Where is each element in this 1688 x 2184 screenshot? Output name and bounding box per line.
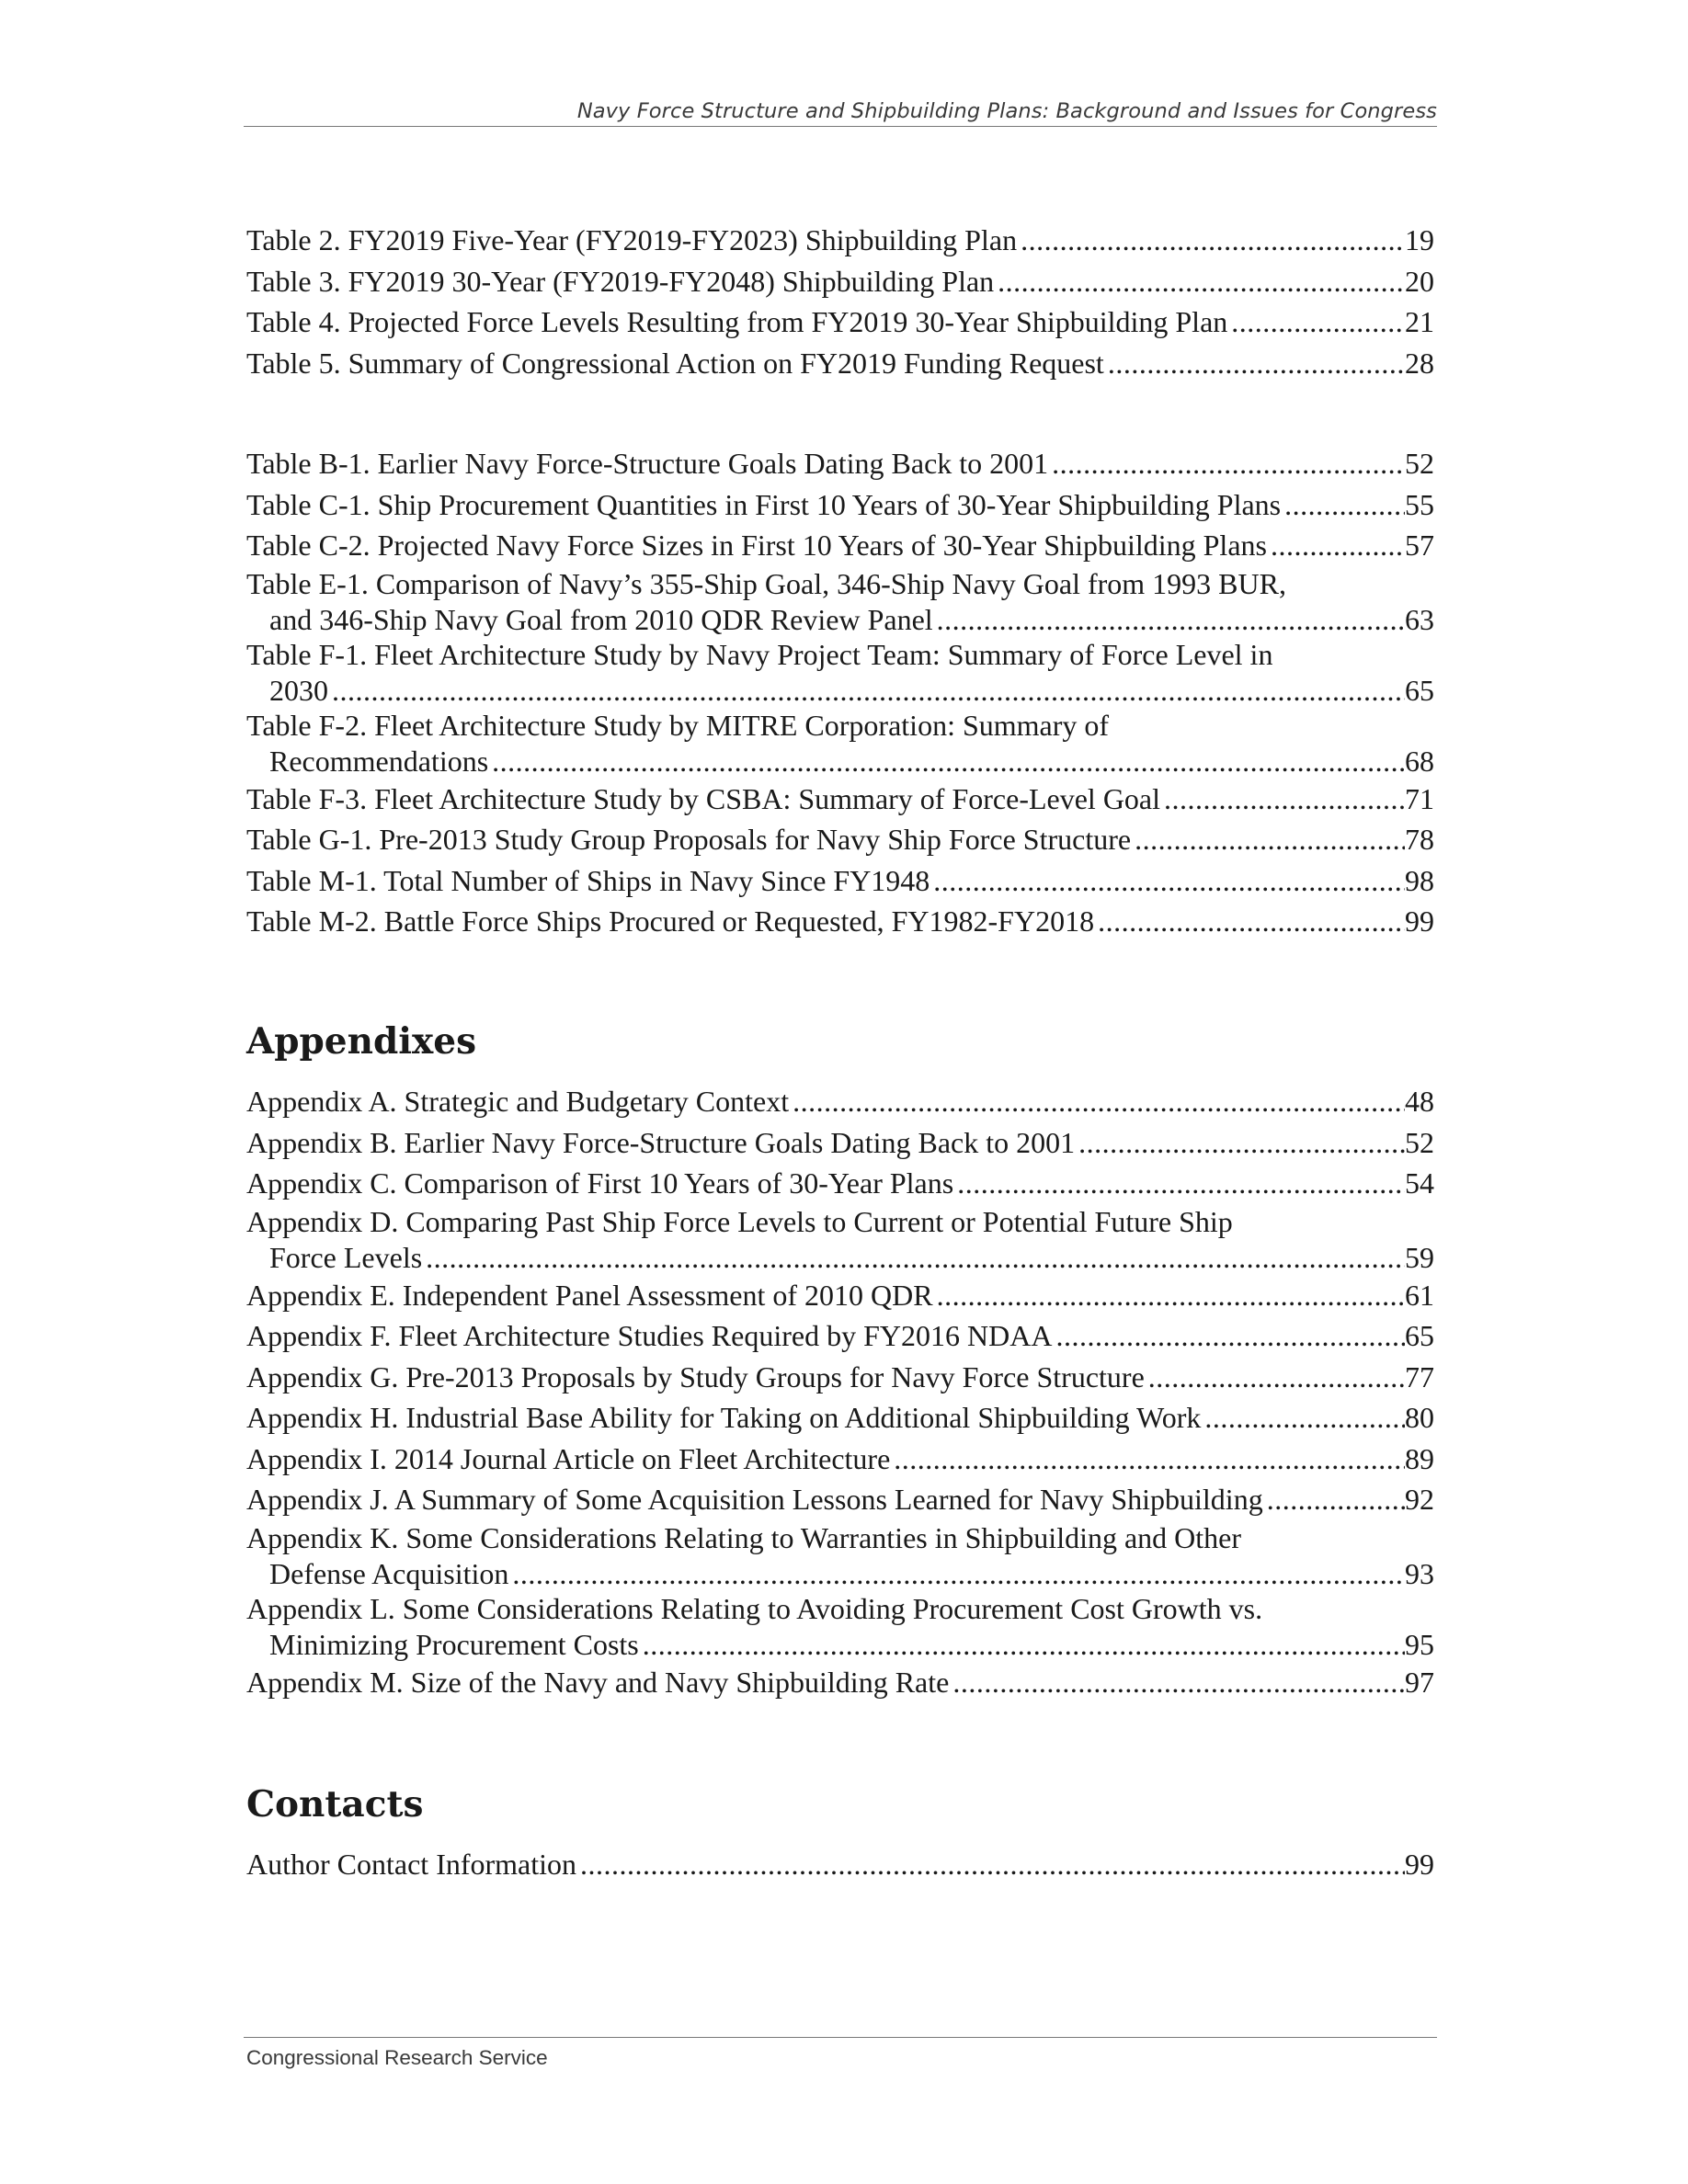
toc-entry-title: Defense Acquisition <box>269 1556 509 1590</box>
toc-entry[interactable] <box>246 261 1434 302</box>
dot-leader <box>1281 484 1405 526</box>
toc-entry-title: Force Levels <box>269 1240 423 1274</box>
toc-entry[interactable] <box>246 1439 1434 1480</box>
dot-leader <box>1052 1315 1405 1357</box>
toc-entry[interactable] <box>246 1662 1434 1703</box>
page-number: 71 <box>1405 781 1434 815</box>
toc-entry[interactable] <box>246 301 1434 343</box>
page-number: 95 <box>1405 1627 1434 1661</box>
footer-divider <box>244 2037 1437 2038</box>
dot-leader <box>994 261 1405 302</box>
toc-entry-title: Appendix L. Some Considerations Relating to Avoiding Procurement Cost Growth vs. <box>246 1591 1263 1625</box>
toc-entry-title: Table C-1. Ship Procurement Quantities in First 10 Years of 30-Year Shipbuilding Plans <box>246 487 1282 521</box>
toc-entry[interactable] <box>246 1357 1434 1398</box>
dot-leader <box>508 1556 1405 1591</box>
toc-entry[interactable] <box>246 525 1434 566</box>
page-number: 89 <box>1405 1441 1434 1475</box>
dot-leader <box>1160 779 1405 820</box>
appendixes-heading: Appendixes <box>246 1020 477 1063</box>
dot-leader <box>328 673 1405 708</box>
page-number: 92 <box>1405 1483 1434 1516</box>
toc-entry-title: Appendix B. Earlier Navy Force-Structure Goals Dating Back to 2001 <box>246 1125 1076 1159</box>
toc-entry-title: Appendix M. Size of the Navy and Navy Shipbuilding Rate <box>246 1665 950 1699</box>
toc-entry-title: Appendix C. Comparison of First 10 Years of 30-Year Plans <box>246 1166 954 1200</box>
toc-entry[interactable] <box>246 637 1434 708</box>
page-number: 97 <box>1405 1665 1434 1699</box>
toc-entry[interactable] <box>246 901 1434 942</box>
dot-leader <box>1094 901 1405 942</box>
page-number: 77 <box>1405 1359 1434 1393</box>
page-number: 21 <box>1405 305 1434 338</box>
toc-entry-title: Appendix H. Industrial Base Ability for Taking on Additional Shipbuilding Work <box>246 1401 1202 1434</box>
toc-entry[interactable] <box>246 1122 1434 1164</box>
page-number: 52 <box>1405 1125 1434 1159</box>
toc-entry[interactable] <box>246 1591 1434 1662</box>
toc-entry-title: Table B-1. Earlier Navy Force-Structure Goals Dating Back to 2001 <box>246 447 1049 480</box>
dot-leader <box>422 1240 1405 1275</box>
page-number: 65 <box>1405 673 1434 707</box>
dot-leader <box>639 1627 1405 1662</box>
toc-entry[interactable] <box>246 443 1434 484</box>
toc-entry-title: Table C-2. Projected Navy Force Sizes in First 10 Years of 30-Year Shipbuilding Plans <box>246 529 1267 562</box>
page-number: 68 <box>1405 744 1434 778</box>
page-number: 52 <box>1405 447 1434 480</box>
toc-entry-title: and 346-Ship Navy Goal from 2010 QDR Review Panel <box>269 602 933 636</box>
toc-entry-title: Table M-1. Total Number of Ships in Navy Since FY1948 <box>246 863 930 897</box>
page-number: 65 <box>1405 1319 1434 1352</box>
toc-entry[interactable] <box>246 1204 1434 1275</box>
toc-entry-title: Appendix I. 2014 Journal Article on Fleet Architecture <box>246 1441 891 1475</box>
page-number: 98 <box>1405 863 1434 897</box>
dot-leader <box>1263 1479 1405 1520</box>
toc-entry[interactable] <box>246 484 1434 526</box>
toc-entry[interactable] <box>246 1275 1434 1316</box>
toc-entry-title: Table E-1. Comparison of Navy’s 355-Ship Goal, 346-Ship Navy Goal from 1993 BUR, <box>246 566 1286 600</box>
page-number: 54 <box>1405 1166 1434 1200</box>
page-number: 59 <box>1405 1240 1434 1274</box>
toc-entry[interactable] <box>246 708 1434 779</box>
toc-entry-title: Minimizing Procurement Costs <box>269 1627 639 1661</box>
page-number: 61 <box>1405 1278 1434 1312</box>
toc-entry[interactable] <box>246 1081 1434 1122</box>
toc-entry-title: Table F-1. Fleet Architecture Study by Navy Project Team: Summary of Force Level in <box>246 637 1273 671</box>
running-header: Navy Force Structure and Shipbuilding Plans: Background and Issues for Congress <box>576 99 1437 123</box>
appendix-list <box>246 1081 1434 1702</box>
page-number: 63 <box>1405 602 1434 636</box>
contacts-list <box>246 1844 1434 1885</box>
toc-entry-title: Appendix A. Strategic and Budgetary Context <box>246 1085 790 1118</box>
dot-leader <box>1201 1397 1405 1439</box>
toc-entry-title: Author Contact Information <box>246 1848 577 1881</box>
toc-entry-title: Appendix J. A Summary of Some Acquisition Lessons Learned for Navy Shipbuilding <box>246 1483 1263 1516</box>
page-number: 19 <box>1405 223 1434 256</box>
contacts-heading: Contacts <box>246 1783 424 1826</box>
page-number: 57 <box>1405 529 1434 562</box>
dot-leader <box>1048 443 1405 484</box>
dot-leader <box>1145 1357 1405 1398</box>
toc-entry[interactable] <box>246 566 1434 637</box>
dot-leader <box>789 1081 1405 1122</box>
toc-entry-title: Table 2. FY2019 Five-Year (FY2019-FY2023) Shipbuilding Plan <box>246 223 1018 256</box>
toc-entry-title: Table F-2. Fleet Architecture Study by MITRE Corporation: Summary of <box>246 708 1110 742</box>
page-number: 28 <box>1405 346 1434 380</box>
toc-entry[interactable] <box>246 1844 1434 1885</box>
toc-entry-title: Table F-3. Fleet Architecture Study by CSBA: Summary of Force-Level Goal <box>246 781 1161 815</box>
toc-entry[interactable] <box>246 220 1434 261</box>
toc-entry[interactable] <box>246 779 1434 820</box>
dot-leader <box>930 860 1405 902</box>
toc-entry-title: Appendix D. Comparing Past Ship Force Levels to Current or Potential Future Ship <box>246 1204 1233 1238</box>
dot-leader <box>1227 301 1405 343</box>
page-number: 99 <box>1405 1848 1434 1881</box>
dot-leader <box>953 1163 1405 1204</box>
dot-leader <box>488 744 1405 779</box>
toc-entry[interactable] <box>246 343 1434 384</box>
toc-entry-title: Appendix F. Fleet Architecture Studies Required by FY2016 NDAA <box>246 1319 1053 1352</box>
toc-entry-title: Table 5. Summary of Congressional Action on FY2019 Funding Request <box>246 346 1104 380</box>
dot-leader <box>890 1439 1405 1480</box>
toc-entry-title: 2030 <box>269 673 328 707</box>
toc-entry-title: Appendix K. Some Considerations Relating to Warranties in Shipbuilding and Other <box>246 1520 1242 1554</box>
toc-entry[interactable] <box>246 1479 1434 1520</box>
header-divider <box>244 126 1437 127</box>
dot-leader <box>1131 819 1405 860</box>
toc-entry[interactable] <box>246 1163 1434 1204</box>
toc-entry-title: Table 3. FY2019 30-Year (FY2019-FY2048) Shipbuilding Plan <box>246 264 995 298</box>
dot-leader <box>949 1662 1405 1703</box>
table-list <box>246 443 1434 942</box>
toc-entry[interactable] <box>246 1315 1434 1357</box>
footer-text: Congressional Research Service <box>246 2046 548 2069</box>
page-number: 20 <box>1405 264 1434 298</box>
dot-leader <box>1075 1122 1405 1164</box>
dot-leader <box>933 1275 1405 1316</box>
page-number: 78 <box>1405 823 1434 856</box>
toc-entry[interactable] <box>246 819 1434 860</box>
toc-entry[interactable] <box>246 1520 1434 1591</box>
page-number: 93 <box>1405 1556 1434 1590</box>
table-list <box>246 220 1434 383</box>
page-number: 55 <box>1405 487 1434 521</box>
dot-leader <box>1017 220 1405 261</box>
toc-entry[interactable] <box>246 860 1434 902</box>
dot-leader <box>1267 525 1405 566</box>
toc-entry-title: Table 4. Projected Force Levels Resulting from FY2019 30-Year Shipbuilding Plan <box>246 305 1228 338</box>
toc-entry[interactable] <box>246 1397 1434 1439</box>
toc-entry-title: Appendix G. Pre-2013 Proposals by Study Groups for Navy Force Structure <box>246 1359 1145 1393</box>
dot-leader <box>576 1844 1405 1885</box>
toc-entry-title: Table M-2. Battle Force Ships Procured or Requested, FY1982-FY2018 <box>246 904 1095 938</box>
toc-entry-title: Table G-1. Pre-2013 Study Group Proposals for Navy Ship Force Structure <box>246 823 1132 856</box>
dot-leader <box>933 602 1405 637</box>
page-number: 48 <box>1405 1085 1434 1118</box>
toc-entry-title: Appendix E. Independent Panel Assessment of 2010 QDR <box>246 1278 933 1312</box>
page-number: 80 <box>1405 1401 1434 1434</box>
dot-leader <box>1104 343 1405 384</box>
page-number: 99 <box>1405 904 1434 938</box>
toc-entry-title: Recommendations <box>269 744 489 778</box>
